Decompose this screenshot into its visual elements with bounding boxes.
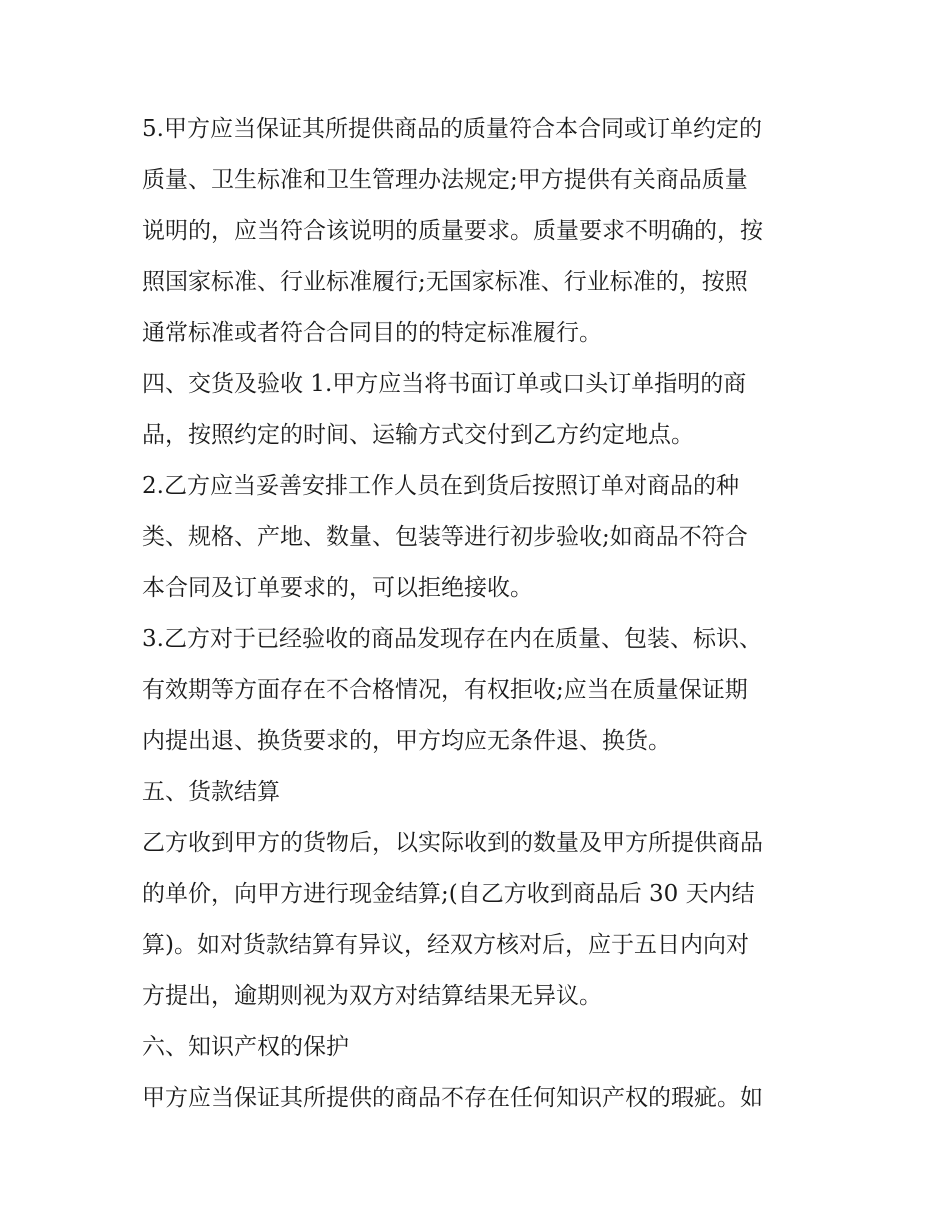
text-line: 5.甲方应当保证其所提供商品的质量符合本合同或订单约定的 <box>142 116 762 142</box>
text-line: 内提出退、换货要求的，甲方均应无条件退、换货。 <box>142 728 671 754</box>
section-heading: 六、知识产权的保护 <box>142 1034 349 1060</box>
text-line: 质量、卫生标准和卫生管理办法规定;甲方提供有关商品质量 <box>142 167 748 193</box>
text-line: 通常标准或者符合合同目的的特定标准履行。 <box>142 320 602 346</box>
text-line: 乙方收到甲方的货物后，以实际收到的数量及甲方所提供商品 <box>142 830 763 856</box>
contract-text <box>142 104 814 1124</box>
text-line: 类、规格、产地、数量、包装等进行初步验收;如商品不符合 <box>142 524 748 550</box>
text-line: 照国家标准、行业标准履行;无国家标准、行业标准的，按照 <box>142 269 748 295</box>
text-line: 2.乙方应当妥善安排工作人员在到货后按照订单对商品的种 <box>142 473 739 499</box>
text-line: 品，按照约定的时间、运输方式交付到乙方约定地点。 <box>142 422 694 448</box>
text-line: 算)。如对货款结算有异议，经双方核对后，应于五日内向对 <box>142 932 749 958</box>
section-heading-line: 四、交货及验收 1.甲方应当将书面订单或口头订单指明的商 <box>142 371 747 397</box>
text-line: 有效期等方面存在不合格情况，有权拒收;应当在质量保证期 <box>142 677 748 703</box>
text-line: 甲方应当保证其所提供的商品不存在任何知识产权的瑕疵。如 <box>142 1085 763 1111</box>
text-line: 方提出，逾期则视为双方对结算结果无异议。 <box>142 983 602 1009</box>
text-line: 说明的，应当符合该说明的质量要求。质量要求不明确的，按 <box>142 218 763 244</box>
text-line: 3.乙方对于已经验收的商品发现存在内在质量、包装、标识、 <box>142 626 762 652</box>
text-line: 本合同及订单要求的，可以拒绝接收。 <box>142 575 533 601</box>
section-heading: 五、货款结算 <box>142 779 280 805</box>
text-line: 的单价，向甲方进行现金结算;(自乙方收到商品后 30 天内结 <box>142 881 755 907</box>
